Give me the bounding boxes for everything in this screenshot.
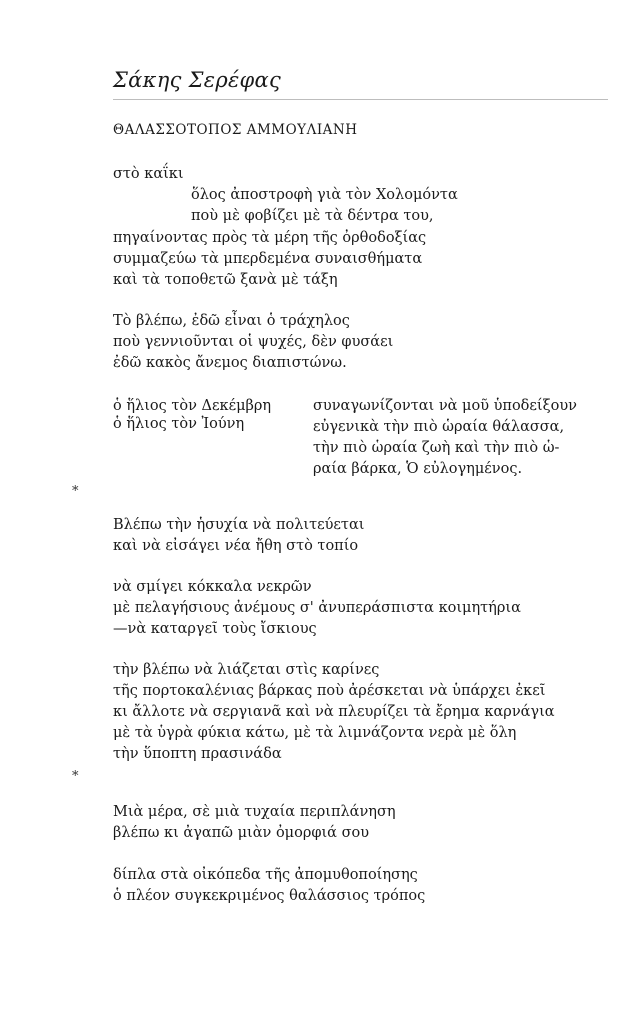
poem-line-left-column: ὁ ἥλιος τὸν Ἰούνη — [113, 416, 245, 432]
poem-line: πηγαίνοντας πρὸς τὰ μέρη τῆς ὀρθοδοξίας — [113, 230, 427, 246]
poem-line: μὲ πελαγήσιους ἀνέμους σ' ἀνυπεράσπιστα κοιμητήρια — [113, 600, 521, 616]
poem-line: ὁ πλέον συγκεκριμένος θαλάσσιος τρόπος — [113, 888, 426, 904]
poem-line: ἐδῶ κακὸς ἄνεμος διαπιστώνω. — [113, 355, 347, 371]
poem-line: τὴν ὕποπτη πρασινάδα — [113, 746, 282, 762]
header-rule — [113, 99, 608, 100]
poem-line: στὸ καΐκι — [113, 166, 184, 182]
poem-line: δίπλα στὰ οἰκόπεδα τῆς ἀπομυθοποίησης — [113, 867, 418, 883]
poem-line: μὲ τὰ ὑγρὰ φύκια κάτω, μὲ τὰ λιμνάζοντα νερὰ μὲ ὅλη — [113, 725, 517, 741]
poem-line-right-column: τὴν πιὸ ὡραία ζωὴ καὶ τὴν πιὸ ὡ- — [313, 440, 560, 456]
poem-line-right-column: ραία βάρκα, Ὁ εὐλογημένος. — [313, 461, 523, 477]
poem-line-right-column: εὐγενικὰ τὴν πιὸ ὡραία θάλασσα, — [313, 419, 565, 435]
section-star-icon: * — [72, 769, 79, 784]
poem-line: —νὰ καταργεῖ τοὺς ἴσκιους — [113, 621, 317, 637]
poem-line: ποὺ μὲ φοβίζει μὲ τὰ δέντρα του, — [191, 208, 434, 224]
poem-line: ποὺ γεννιοῦνται οἱ ψυχές, δὲν φυσάει — [113, 334, 394, 350]
poem-line: νὰ σμίγει κόκκαλα νεκρῶν — [113, 579, 312, 595]
poem-line: καὶ τὰ τοποθετῶ ξανὰ μὲ τάξη — [113, 272, 338, 288]
poem-line: καὶ νὰ εἰσάγει νέα ἤθη στὸ τοπίο — [113, 538, 359, 554]
poem-line: συμμαζεύω τὰ μπερδεμένα συναισθήματα — [113, 251, 423, 267]
poem-line: Βλέπω τὴν ἡσυχία νὰ πολιτεύεται — [113, 517, 365, 533]
poem-title: ΘΑΛΑΣΣΟΤΟΠΟΣ ΑΜΜΟΥΛΙΑΝΗ — [113, 122, 358, 138]
section-star-icon: * — [72, 484, 79, 499]
poem-line: Μιὰ μέρα, σὲ μιὰ τυχαία περιπλάνηση — [113, 804, 396, 820]
author-heading: Σάκης Σερέφας — [113, 68, 282, 92]
poem-line: τὴν βλέπω νὰ λιάζεται στὶς καρίνες — [113, 662, 380, 678]
poem-line-left-column: ὁ ἥλιος τὸν Δεκέμβρη — [113, 398, 272, 414]
poem-line: κι ἄλλοτε νὰ σεργιανᾶ καὶ νὰ πλευρίζει τὰ ἔρημα καρνάγια — [113, 704, 555, 720]
poem-line: τῆς πορτοκαλένιας βάρκας ποὺ ἀρέσκεται νὰ ὑπάρχει ἐκεῖ — [113, 683, 546, 699]
poem-line: ὅλος ἀποστροφὴ γιὰ τὸν Χολομόντα — [191, 187, 458, 203]
poem-line: βλέπω κι ἀγαπῶ μιὰν ὀμορφιά σου — [113, 825, 370, 841]
poem-line-right-column: συναγωνίζονται νὰ μοῦ ὑποδείξουν — [313, 398, 577, 414]
poem-line: Τὸ βλέπω, ἐδῶ εἶναι ὁ τράχηλος — [113, 313, 350, 329]
